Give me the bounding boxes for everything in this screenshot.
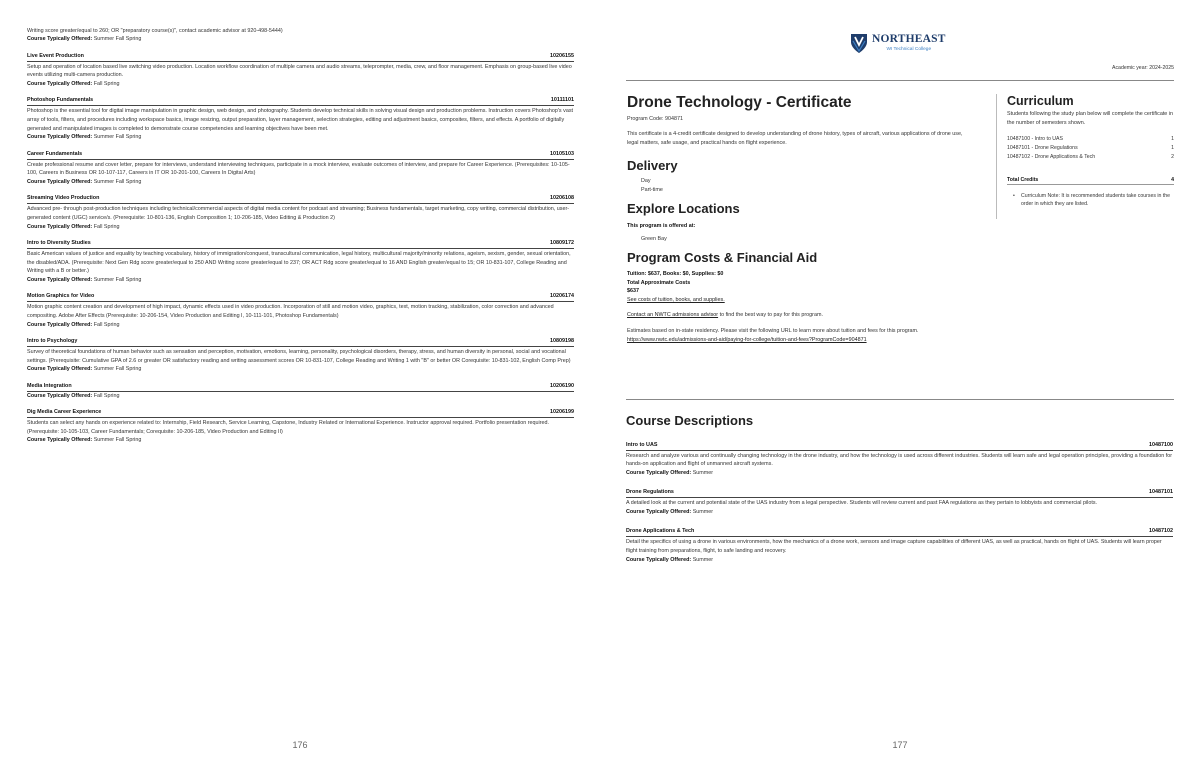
course-title: Photoshop Fundamentals [27,97,94,104]
course-code: 10111101 [550,97,574,104]
course-title: Drone Regulations [626,489,674,496]
delivery-option: Day [641,178,651,185]
course-offered: Course Typically Offered: Fall Spring [27,223,120,230]
program-title: Drone Technology - Certificate [627,94,852,111]
course-description: Detail the specifics of using a drone in various environments, how the mechanics of a drone work, sensors and image capture capabilities of different UAS, as well as practical, hands on flight of UAS. Students will learn proper flight training from preparations, flight, to safe landing and recovery. [626,539,1162,554]
course-code: 10206174 [550,293,574,300]
course-entry [27,409,574,445]
course-header [27,53,574,62]
course-entry [626,489,1173,516]
course-header [27,409,574,418]
course-description: A detailed look at the current and potential state of the UAS industry from a legal perspective. Students will review current and past FAA regulations as they pertain to lobbyists and commercial pilots. [626,500,1098,507]
course-offered: Course Typically Offered: Summer Fall Spring [27,366,142,373]
course-offered: Course Typically Offered: Fall Spring [27,81,120,88]
logo-subtitle: WI Technical College [886,46,932,52]
course-descriptions-heading: Course Descriptions [626,413,754,428]
program-main-column [627,94,972,344]
course-entry [27,53,574,89]
course-title: Drone Applications & Tech [626,528,695,535]
advisor-link[interactable]: Contact an NWTC admissions advisor [627,312,719,319]
curriculum-row: 10487101 - Drone Regulations 1 [1007,145,1174,152]
course-code: 10206108 [550,195,574,202]
course-entry [626,528,1173,564]
course-title: Intro to UAS [626,441,658,448]
curriculum-row: 10487100 - Intro to UAS 1 [1007,136,1174,143]
course-header [27,240,574,249]
course-entry [27,293,574,329]
course-entry [27,338,574,374]
section-divider [626,399,1174,400]
program-code: Program Code: 904871 [627,115,684,122]
course-code: 10487101 [1149,489,1173,496]
right-page [600,0,1200,776]
curriculum-panel [996,94,1174,219]
course-descriptions-section [626,413,1173,573]
course-offered: Course Typically Offered: Summer Fall Spring [27,437,142,444]
course-header [626,528,1173,537]
course-header [27,383,574,392]
curriculum-note: • Curriculum Note: It is recommended students take courses in the order in which they are listed. [1007,192,1174,208]
course-code: 10105103 [550,150,574,157]
course-description: Research and analyze various and continually changing technology in the drone industry, and how the technology is used across different industries. Students will learn safe and legal operation principles, providing a foundation for hands-on application and flight of unmanned aircraft systems. [626,452,1173,468]
course-header [27,195,574,204]
course-entry [626,442,1173,478]
fragment-offered: Course Typically Offered: Summer Fall Spring [27,36,142,43]
fragment-text: Writing score greater/equal to 260; OR "preparatory course(s)", contact academic advisor at 920-498-5444) [27,28,283,34]
course-code: 10206190 [550,382,574,389]
costs-breakdown: Tuition: $637, Books: $0, Supplies: $0 [627,270,724,277]
costs-total-label: Total Approximate Costs [627,279,691,286]
course-title: Career Fundamentals [27,150,83,157]
course-description: Basic American values of justice and equality by teaching vocabulary, history of immigration/conquest, transcultural communication, legal history, multicultural majority/minority relations, ageism, sexism, gender, sexual orientation, the disabled/ADA. (Prerequisite: Next Gen Rdg score greater/equal to 250 AND Writing score greater/equal to 237; OR ACT Rdg score greater/equal to 16 AND English greater/equal to 15; OR 10-831-107, College Reading and Writing with a B or better.) [27,251,571,275]
program-description: This certificate is a 4-credit certificate designed to develop understanding of drone history, types of aircraft, various applications of drone use, legal matters, safe usage, and practical hands on flight experience. [627,131,963,146]
course-title: Streaming Video Production [27,195,100,202]
course-title: Dig Media Career Experience [27,409,102,416]
curriculum-intro: Students following the study plan below will complete the certificate in the number of semesters shown. [1007,111,1174,126]
curriculum-row: 10487102 - Drone Applications & Tech 2 [1007,154,1174,161]
course-entry [27,195,574,231]
course-header [27,97,574,106]
course-offered: Course Typically Offered: Summer [626,508,714,515]
course-offered: Course Typically Offered: Summer [626,556,714,563]
location-item: Green Bay [641,235,667,242]
curriculum-heading: Curriculum [1007,94,1074,108]
costs-heading: Program Costs & Financial Aid [627,250,818,266]
course-code: 10487100 [1149,441,1173,448]
course-title: Motion Graphics for Video [27,293,95,300]
course-offered: Course Typically Offered: Fall Spring [27,392,120,399]
course-header [27,293,574,302]
page-number: 176 [292,740,308,750]
course-code: 10809198 [550,338,574,345]
course-description: Advanced pre- through post-production techniques including technical/commercial aspects of digital media content for podcast and streaming; Business fundamentals, target marketing, copy writing, commercial distribution, user-generated content (UGC) service/s. (Prerequisite: 10-801-136, English Composition 1; 10-206-185, Video Editing & Production 2) [27,206,570,222]
total-credits-row: Total Credits 4 [1007,176,1174,183]
course-title: Intro to Psychology [27,338,78,345]
course-title: Intro to Diversity Studies [27,240,91,247]
page-number: 177 [892,740,908,750]
top-divider [626,80,1174,81]
course-offered: Course Typically Offered: Summer Fall Spring [27,277,142,284]
logo-name: NORTHEAST [872,33,946,46]
estimate-text: Estimates based on in-state residency. Please visit the following URL to learn more about tuition and fees for this program. [627,328,919,335]
college-logo [849,32,946,54]
costs-total-value: $637 [627,288,639,295]
locations-label: This program is offered at: [627,222,696,229]
course-entry [27,383,574,400]
course-description: Students can select any hands on experience related to: Internship, Field Research, Service Learning, Capstone, Industry Related or International Experience. Instructor approval required. Portfolio presentation required. (Prerequisite: 10-105-103, Career Fundamentals; Corequisite: 10-206-185, Video Production and Editing II) [27,420,549,435]
locations-heading: Explore Locations [627,201,740,217]
course-description: Create professional resume and cover letter, prepare for interviews, understand interviewing techniques, participate in a mock interview, evaluate outcomes of interview, and prepare for Career Experience. (Prerequisites: 10-105-100, Careers in Business OR 10-107-117, Careers in IT OR 10-201-100, Careers In Digital Arts) [27,161,570,177]
course-code: 10487102 [1149,528,1173,535]
advisor-text: Contact an NWTC admissions advisor to find the best way to pay for this program. [627,312,823,319]
course-entry [27,97,574,141]
course-offered: Course Typically Offered: Summer Fall Spring [27,134,142,141]
course-description: Photoshop is the essential tool for digital image manipulation in graphic design, web design, and photography. Students develop technical skills in solving visual design and production problems. Instruction covers Photoshop's vast array of tools, filters, and procedures including workspace basics, image resizing, output preparation, layer management, selection strategies, editing and adjustment basics, composites, filters, and effects. A portfolio of digitally generated and manipulated images is completed to demonstrate course competencies and learning objectives have been met. [27,108,574,132]
course-header [27,151,574,160]
course-entry [27,151,574,187]
shield-logo-icon [849,32,869,54]
delivery-heading: Delivery [627,157,678,173]
course-description: Survey of theoretical foundations of human behavior such as sensation and perception, motivation, emotions, learning, personality, psychological disorders, therapy, stress, and human diversity in personal, social and vocational settings. (Prerequisite: Cumulative GPA of 2.6 or greater OR satisfactory reading and writing assessment scores OR 10-831-107, College Reading and Writing 1 with "B" or better OR Corequisite: 10-831-102, English Comp Prep) [27,349,571,364]
course-description: Motion graphic content creation and development of high impact, dynamic effects used in video production. Incorporation of still and motion video, graphics, text, motion tracking, stabilization, color correction and advanced compositing. Adobe After Effects (Prerequisite: 10-206-154, Video Production and Editing I, 10-111-101, Photoshop Fundamentals) [27,304,554,320]
course-offered: Course Typically Offered: Summer [626,469,714,476]
course-entry [27,240,574,284]
tuition-url-link[interactable]: https://www.nwtc.edu/admissions-and-aid/paying-for-college/tuition-and-fees?ProgramCode=904871 [627,336,867,343]
delivery-option: Part-time [641,186,663,193]
continued-fragment [27,27,574,44]
academic-year: Academic year: 2024-2025 [1112,65,1174,71]
course-offered: Course Typically Offered: Summer Fall Spring [27,179,142,186]
costs-details-link[interactable]: See costs of tuition, books, and supplies. [627,296,725,303]
course-description: Setup and operation of location based live switching video production. Location workflow coordination of multiple camera and audio streams, teleprompter, media, crew, and floor management. Emphasis on group-based live video events utilizing multi-camera production. [27,63,572,79]
course-code: 10206155 [550,52,574,59]
course-code: 10206199 [550,409,574,416]
course-title: Live Event Production [27,52,84,59]
course-offered: Course Typically Offered: Fall Spring [27,321,120,328]
course-title: Media Integration [27,382,72,389]
course-header [626,489,1173,498]
course-code: 10809172 [550,240,574,247]
course-header [626,442,1173,451]
left-course-list [27,27,574,454]
course-header [27,338,574,347]
